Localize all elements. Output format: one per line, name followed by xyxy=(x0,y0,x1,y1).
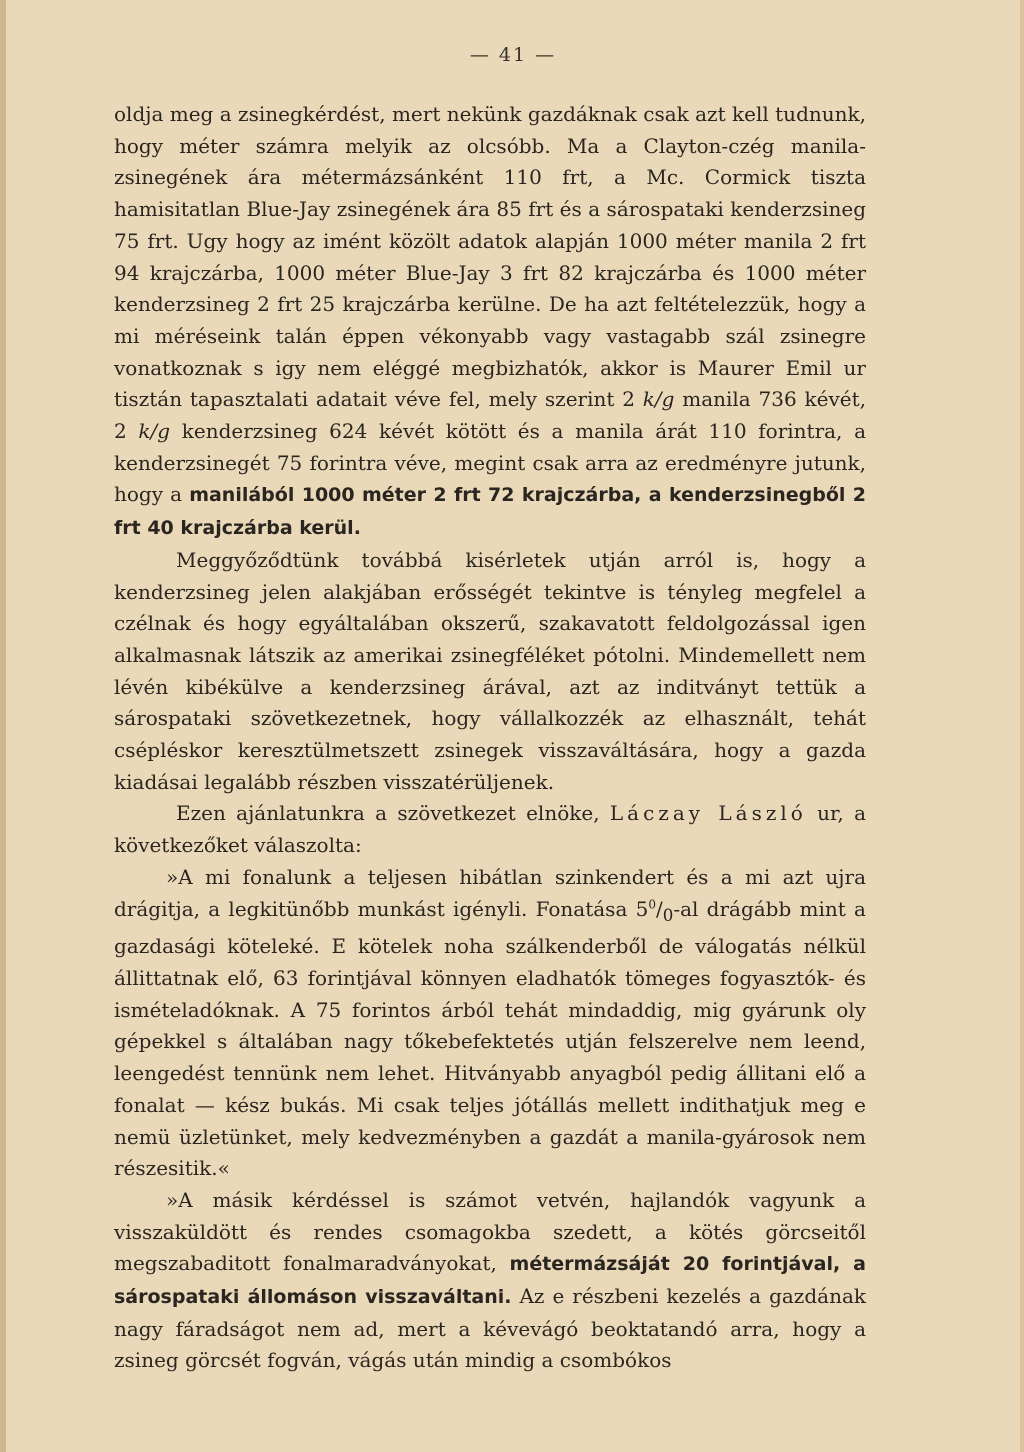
paragraph-1 xyxy=(114,99,866,545)
paragraph-text: Az e részbeni kezelés a gazdának nagy fáradságot nem ad, mert a kévevágó beoktatandó arra, hogy a zsineg görcsét fogván, vágás után mindig a csombókos xyxy=(114,1284,866,1373)
unit-kg: k/g xyxy=(642,387,675,412)
paragraph-text: Meggyőződtünk továbbá kisérletek utján arról is, hogy a kenderzsineg jelen alakjában erősségét tekintve is tényleg megfelel a czélnak és hogy egyáltalában okszerű, szakavatott feldolgozással igen alkalmasnak látszik az amerikai zsinegféléket pótolni. Mindemellett nem lévén kibékülve a kenderzsineg árával, azt az inditványt tettük a sárospataki szövetkezetnek, hogy vállalkozzék az elhasznált, tehát csépléskor keresztülmetszett zsinegek visszaváltására, hogy a gazda kiadásai legalább részben visszatérüljenek. xyxy=(114,547,866,794)
percent-sub: 0 xyxy=(662,905,674,925)
quote-paragraph-1 xyxy=(114,862,866,1185)
person-name: Láczay László xyxy=(609,801,807,826)
paragraph-2 xyxy=(114,545,866,799)
unit-kg: k/g xyxy=(138,419,171,444)
percent-sup: 0 xyxy=(648,896,656,911)
page-number: — 41 — xyxy=(469,44,557,66)
paragraph-text: »A másik kérdéssel is számot vetvén, hajlandók vagyunk a visszaküldött és rendes csomagokba szedett, a kötés görcseitől megszabaditott fonalmaradványokat, xyxy=(114,1187,866,1276)
text-body xyxy=(114,99,866,1377)
paragraph-text: Ezen ajánlatunkra a szövetkezet elnöke, xyxy=(176,801,610,826)
paragraph-3 xyxy=(114,798,866,861)
paragraph-text: kenderzsineg 624 kévét kötött és a manila árát 110 forintra, a kenderzsinegét 75 forintra véve, megint csak arra az eredményre jutunk, hogy a xyxy=(114,419,866,507)
paragraph-text: ur, a következőket válaszolta: xyxy=(114,801,866,858)
paragraph-text: »A mi fonalunk a teljesen hibátlan szinkendert és a mi azt ujra drágitja, a legkitünőbb munkást igényli. Fonatása 5 xyxy=(114,864,866,921)
paragraph-text: -al drágább mint a gazdasági köteleké. E kötelek noha szálkenderből de válogatás nélkül állittatnak elő, 63 forintjával könnyen eladhatók tömeges fogyasztók- és ismételadóknak. A 75 forintos árból tehát mindaddig, mig gyárunk oly gépekkel s általában nagy tőkebefektetés utján felszerelve nem leend, leengedést tennünk nem lehet. Hitványabb anyagból pedig állitani elő a fonalat — kész bukás. Mi csak teljes jótállás mellett indithatjuk meg e nemü üzletünket, mely kedvezményben a gazdát a manila-gyárosok nem részesitik.« xyxy=(114,896,866,1181)
quote-paragraph-2 xyxy=(114,1185,866,1377)
bold-emphasis: manilából 1000 méter 2 frt 72 krajczárba, a kenderzsinegből 2 frt 40 krajczárba kerül. xyxy=(114,484,866,540)
percent-slash: / xyxy=(655,896,663,921)
bold-emphasis: métermázsáját 20 forintjával, a sárospataki állomáson visszaváltani. xyxy=(114,1253,867,1309)
paragraph-text: oldja meg a zsinegkérdést, mert nekünk gazdáknak csak azt kell tudnunk, hogy méter számra melyik az olcsóbb. Ma a Clayton-czég manila-zsinegének ára métermázsánként 110 frt, a Mc. Cormick tiszta hamisitatlan Blue-Jay zsinegének ára 85 frt és a sárospataki kenderzsineg 75 frt. Ugy hogy az imént közölt adatok alapján 1000 méter manila 2 frt 94 krajczárba, 1000 méter Blue-Jay 3 frt 82 krajczárba és 1000 méter kenderzsineg 2 frt 25 krajczárba kerülne. De ha azt feltételezzük, hogy a mi méréseink talán éppen vékonyabb vagy vastagabb szál zsinegre vonatkoznak s igy nem eléggé megbizhatók, akkor is Maurer Emil ur tisztán tapasztalati adatait véve fel, mely szerint 2 xyxy=(114,102,866,412)
paragraph-text: manila 736 kévét, 2 xyxy=(114,387,866,444)
